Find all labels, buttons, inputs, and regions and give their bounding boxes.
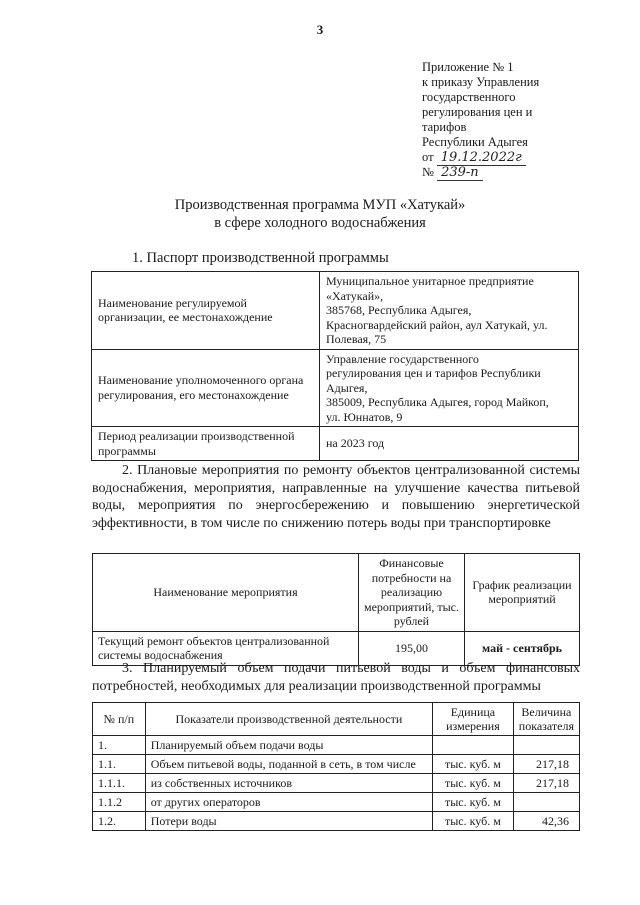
row-unit: тыс. куб. м bbox=[433, 755, 514, 774]
table-header-row bbox=[93, 554, 580, 632]
table-row bbox=[93, 736, 580, 755]
row-num: 1.1. bbox=[93, 755, 146, 774]
table-row bbox=[92, 272, 579, 350]
value-line: ул. Юннатов, 9 bbox=[326, 409, 403, 424]
measure-name: Текущий ремонт объектов централизованной системы водоснабжения bbox=[93, 631, 359, 665]
appendix-line: государственного bbox=[422, 90, 516, 104]
title-line-1: Производственная программа МУП «Хатукай» bbox=[174, 197, 466, 213]
appendix-line: тарифов bbox=[422, 120, 467, 134]
row-indicator: Объем питьевой воды, поданной в сеть, в том числе bbox=[145, 755, 432, 774]
measure-schedule: май - сентябрь bbox=[465, 631, 580, 665]
row-unit: тыс. куб. м bbox=[433, 812, 514, 831]
document-title bbox=[0, 196, 640, 232]
row-indicator: Планируемый объем подачи воды bbox=[145, 736, 432, 755]
section-3-paragraph: 3. Планируемый объем подачи питьевой воды и объем финансовых потребностей, необходимых для реализации производственной программы bbox=[92, 661, 580, 694]
appendix-block bbox=[422, 60, 622, 180]
value-line: Полевая, 75 bbox=[326, 332, 387, 346]
header-num: № п/п bbox=[93, 703, 146, 736]
title-line-2: в сфере холодного водоснабжения bbox=[214, 215, 426, 231]
passport-value bbox=[320, 349, 579, 427]
value-line: «Хатукай», bbox=[326, 288, 384, 303]
appendix-line: Приложение № 1 bbox=[422, 60, 514, 74]
appendix-date bbox=[422, 150, 622, 165]
appendix-line: Республики Адыгея bbox=[422, 135, 528, 149]
row-indicator: Потери воды bbox=[145, 812, 432, 831]
section-2-paragraph: 2. Плановые мероприятия по ремонту объектов централизованной системы водоснабжения, мероприятия, направленные на улучшение качества питьевой воды, мероприятия по энергосбережению и повышению энергетической эффективности, в том числе по снижению потерь воды при транспортировке bbox=[92, 463, 580, 531]
table-row bbox=[92, 349, 579, 427]
table-row bbox=[93, 812, 580, 831]
number-handwritten: 239-п bbox=[437, 165, 483, 181]
date-prefix: от bbox=[422, 150, 434, 164]
table-row bbox=[93, 755, 580, 774]
date-handwritten: 19.12.2022г bbox=[437, 150, 526, 166]
row-value: 42,36 bbox=[513, 812, 579, 831]
indicators-table bbox=[92, 702, 580, 831]
table-row bbox=[92, 427, 579, 461]
section-1-heading: 1. Паспорт производственной программы bbox=[132, 250, 389, 266]
header-measure-name: Наименование мероприятия bbox=[93, 554, 359, 632]
value-line: Муниципальное унитарное предприятие bbox=[326, 274, 534, 288]
value-line: на 2023 год bbox=[326, 436, 385, 451]
value-line: регулирования цен и тарифов Республики bbox=[326, 366, 541, 380]
header-schedule: График реализации мероприятий bbox=[465, 554, 580, 632]
row-num: 1.1.1. bbox=[93, 774, 146, 793]
value-line: 385009, Республика Адыгея, город Майкоп, bbox=[326, 395, 549, 409]
header-indicator: Показатели производственной деятельности bbox=[145, 703, 432, 736]
passport-label: Наименование уполномоченного органа регулирования, его местонахождение bbox=[92, 349, 320, 427]
passport-value bbox=[320, 272, 579, 350]
passport-table bbox=[91, 271, 579, 461]
appendix-line: к приказу Управления bbox=[422, 75, 540, 89]
appendix-number bbox=[422, 165, 622, 180]
row-num: 1.2. bbox=[93, 812, 146, 831]
header-value: Величина показателя bbox=[513, 703, 579, 736]
number-prefix: № bbox=[422, 165, 434, 179]
table-row bbox=[93, 774, 580, 793]
value-line: Управление государственного bbox=[326, 351, 479, 366]
row-unit: тыс. куб. м bbox=[433, 793, 514, 812]
row-indicator: от других операторов bbox=[145, 793, 432, 812]
appendix-line: регулирования цен и bbox=[422, 105, 533, 119]
row-value bbox=[513, 736, 579, 755]
table-row bbox=[93, 793, 580, 812]
row-value: 217,18 bbox=[513, 755, 579, 774]
table-header-row bbox=[93, 703, 580, 736]
value-line: Адыгея, bbox=[326, 380, 368, 395]
row-unit: тыс. куб. м bbox=[433, 774, 514, 793]
row-unit bbox=[433, 736, 514, 755]
measures-table bbox=[92, 553, 580, 666]
measure-finance: 195,00 bbox=[359, 631, 465, 665]
header-finance: Финансовые потребности на реализацию мероприятий, тыс. рублей bbox=[359, 554, 465, 632]
passport-label: Период реализации производственной программы bbox=[92, 427, 320, 461]
row-value bbox=[513, 793, 579, 812]
row-num: 1. bbox=[93, 736, 146, 755]
header-unit: Единица измерения bbox=[433, 703, 514, 736]
row-value: 217,18 bbox=[513, 774, 579, 793]
page-number: 3 bbox=[316, 22, 324, 37]
row-num: 1.1.2 bbox=[93, 793, 146, 812]
passport-value bbox=[320, 427, 579, 461]
value-line: Красногвардейский район, аул Хатукай, ул. bbox=[326, 317, 548, 332]
passport-label: Наименование регулируемой организации, ее местонахождение bbox=[92, 272, 320, 350]
value-line: 385768, Республика Адыгея, bbox=[326, 303, 472, 317]
row-indicator: из собственных источников bbox=[145, 774, 432, 793]
